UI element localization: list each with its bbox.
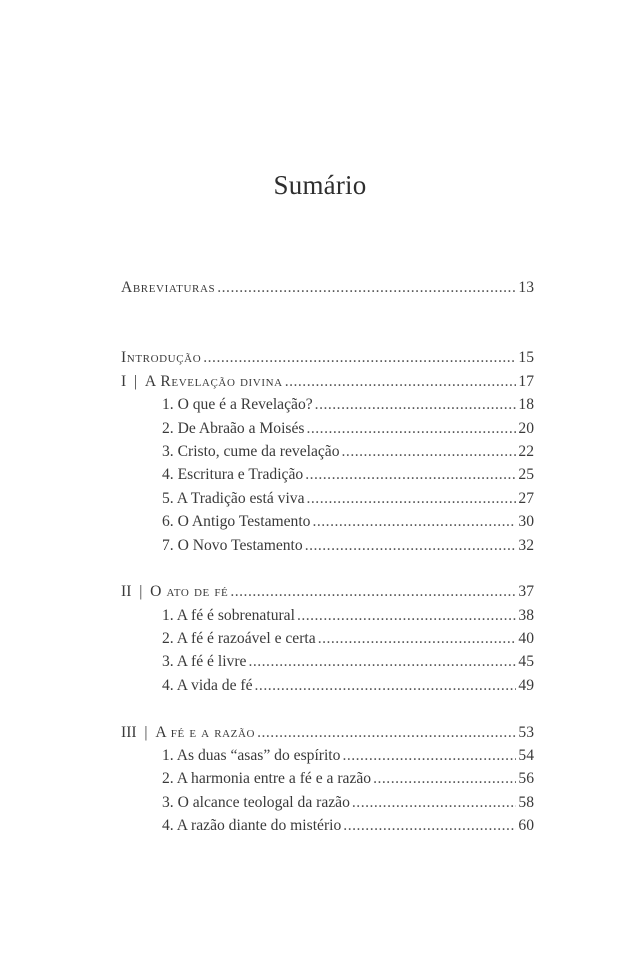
dot-leader <box>305 534 517 557</box>
toc-entry-label: Introdução <box>121 349 202 367</box>
toc-entry-page: 38 <box>518 606 534 624</box>
table-of-contents <box>121 276 534 838</box>
toc-chapter[interactable] <box>121 534 534 557</box>
toc-entry-introduction[interactable] <box>121 346 534 369</box>
dot-leader <box>342 440 517 463</box>
toc-chapter[interactable] <box>121 674 534 697</box>
toc-entry-page: 13 <box>518 279 534 296</box>
toc-chapter[interactable] <box>121 487 534 510</box>
toc-chapter[interactable] <box>121 417 534 440</box>
dot-leader <box>297 604 516 627</box>
toc-entry-label: 6. O Antigo Testamento <box>162 513 311 531</box>
spacer <box>121 557 534 580</box>
page-title: Sumário <box>273 170 367 200</box>
toc-entry-label: 1. A fé é sobrenatural <box>162 606 295 624</box>
toc-entry-page: 56 <box>518 770 534 788</box>
toc-entry-abbreviations[interactable] <box>121 276 534 299</box>
dot-leader <box>257 721 516 744</box>
toc-entry-page: 37 <box>518 583 534 601</box>
toc-part-label: I | A Revelação divina <box>121 372 283 390</box>
toc-chapter[interactable] <box>121 604 534 627</box>
toc-part-label: III | A fé e a razão <box>121 723 256 741</box>
toc-entry-label: 4. Escritura e Tradição <box>162 466 304 484</box>
toc-chapter[interactable] <box>121 393 534 416</box>
part-title: A fé e a razão <box>155 723 256 741</box>
toc-entry-page: 18 <box>518 396 534 414</box>
toc-chapter[interactable] <box>121 814 534 837</box>
toc-entry-page: 17 <box>518 372 534 390</box>
dot-leader <box>248 650 516 673</box>
dot-leader <box>342 744 516 767</box>
toc-entry-page: 30 <box>518 513 534 531</box>
dot-leader <box>352 791 517 814</box>
dot-leader <box>373 767 516 790</box>
part-number: I <box>121 372 127 390</box>
dot-leader <box>343 814 516 837</box>
dot-leader <box>285 370 517 393</box>
dot-leader <box>307 487 517 510</box>
toc-entry-page: 22 <box>518 442 534 460</box>
toc-entry-page: 40 <box>518 630 534 648</box>
toc-part-label: II | O ato de fé <box>121 583 229 601</box>
part-title: O ato de fé <box>150 583 229 601</box>
toc-entry-page: 53 <box>518 723 534 741</box>
toc-entry-label: 3. O alcance teologal da razão <box>162 793 350 811</box>
spacer <box>121 697 534 720</box>
dot-leader <box>318 627 517 650</box>
dot-leader <box>312 510 516 533</box>
toc-entry-page: 27 <box>518 489 534 507</box>
toc-chapter[interactable] <box>121 627 534 650</box>
dot-leader <box>255 674 517 697</box>
dot-leader <box>306 417 516 440</box>
toc-entry-label: 3. Cristo, cume da revelação <box>162 442 340 460</box>
toc-chapter[interactable] <box>121 463 534 486</box>
toc-chapter[interactable] <box>121 767 534 790</box>
toc-chapter[interactable] <box>121 440 534 463</box>
part-number: II <box>121 583 132 601</box>
toc-entry-label: 2. A harmonia entre a fé e a razão <box>162 770 372 788</box>
dot-leader <box>203 346 516 369</box>
toc-entry-page: 54 <box>518 747 534 765</box>
toc-entry-label: Abreviaturas <box>121 279 216 296</box>
toc-entry-page: 60 <box>518 817 534 835</box>
toc-entry-label: 1. O que é a Revelação? <box>162 396 313 414</box>
spacer <box>121 299 534 346</box>
toc-entry-label: 4. A vida de fé <box>162 676 253 694</box>
toc-entry-label: 3. A fé é livre <box>162 653 247 671</box>
toc-entry-page: 20 <box>518 419 534 437</box>
dot-leader <box>217 276 516 299</box>
toc-part-1[interactable] <box>121 370 534 393</box>
dot-leader <box>305 463 516 486</box>
dot-leader <box>230 580 516 603</box>
toc-entry-label: 7. O Novo Testamento <box>162 536 303 554</box>
toc-entry-page: 58 <box>518 793 534 811</box>
dot-leader <box>315 393 517 416</box>
toc-entry-page: 25 <box>518 466 534 484</box>
toc-chapter[interactable] <box>121 510 534 533</box>
toc-entry-page: 49 <box>518 676 534 694</box>
part-number: III <box>121 723 137 741</box>
toc-chapter[interactable] <box>121 744 534 767</box>
toc-entry-label: 2. De Abraão a Moisés <box>162 419 305 437</box>
toc-entry-label: 5. A Tradição está viva <box>162 489 305 507</box>
toc-entry-label: 1. As duas “asas” do espírito <box>162 747 341 765</box>
toc-part-2[interactable] <box>121 580 534 603</box>
toc-part-3[interactable] <box>121 721 534 744</box>
toc-chapter[interactable] <box>121 791 534 814</box>
toc-entry-page: 32 <box>518 536 534 554</box>
toc-entry-page: 15 <box>518 349 534 367</box>
toc-entry-label: 2. A fé é razoável e certa <box>162 630 316 648</box>
toc-entry-label: 4. A razão diante do mistério <box>162 817 342 835</box>
part-title: A Revelação divina <box>144 372 283 390</box>
toc-entry-page: 45 <box>518 653 534 671</box>
toc-chapter[interactable] <box>121 650 534 673</box>
